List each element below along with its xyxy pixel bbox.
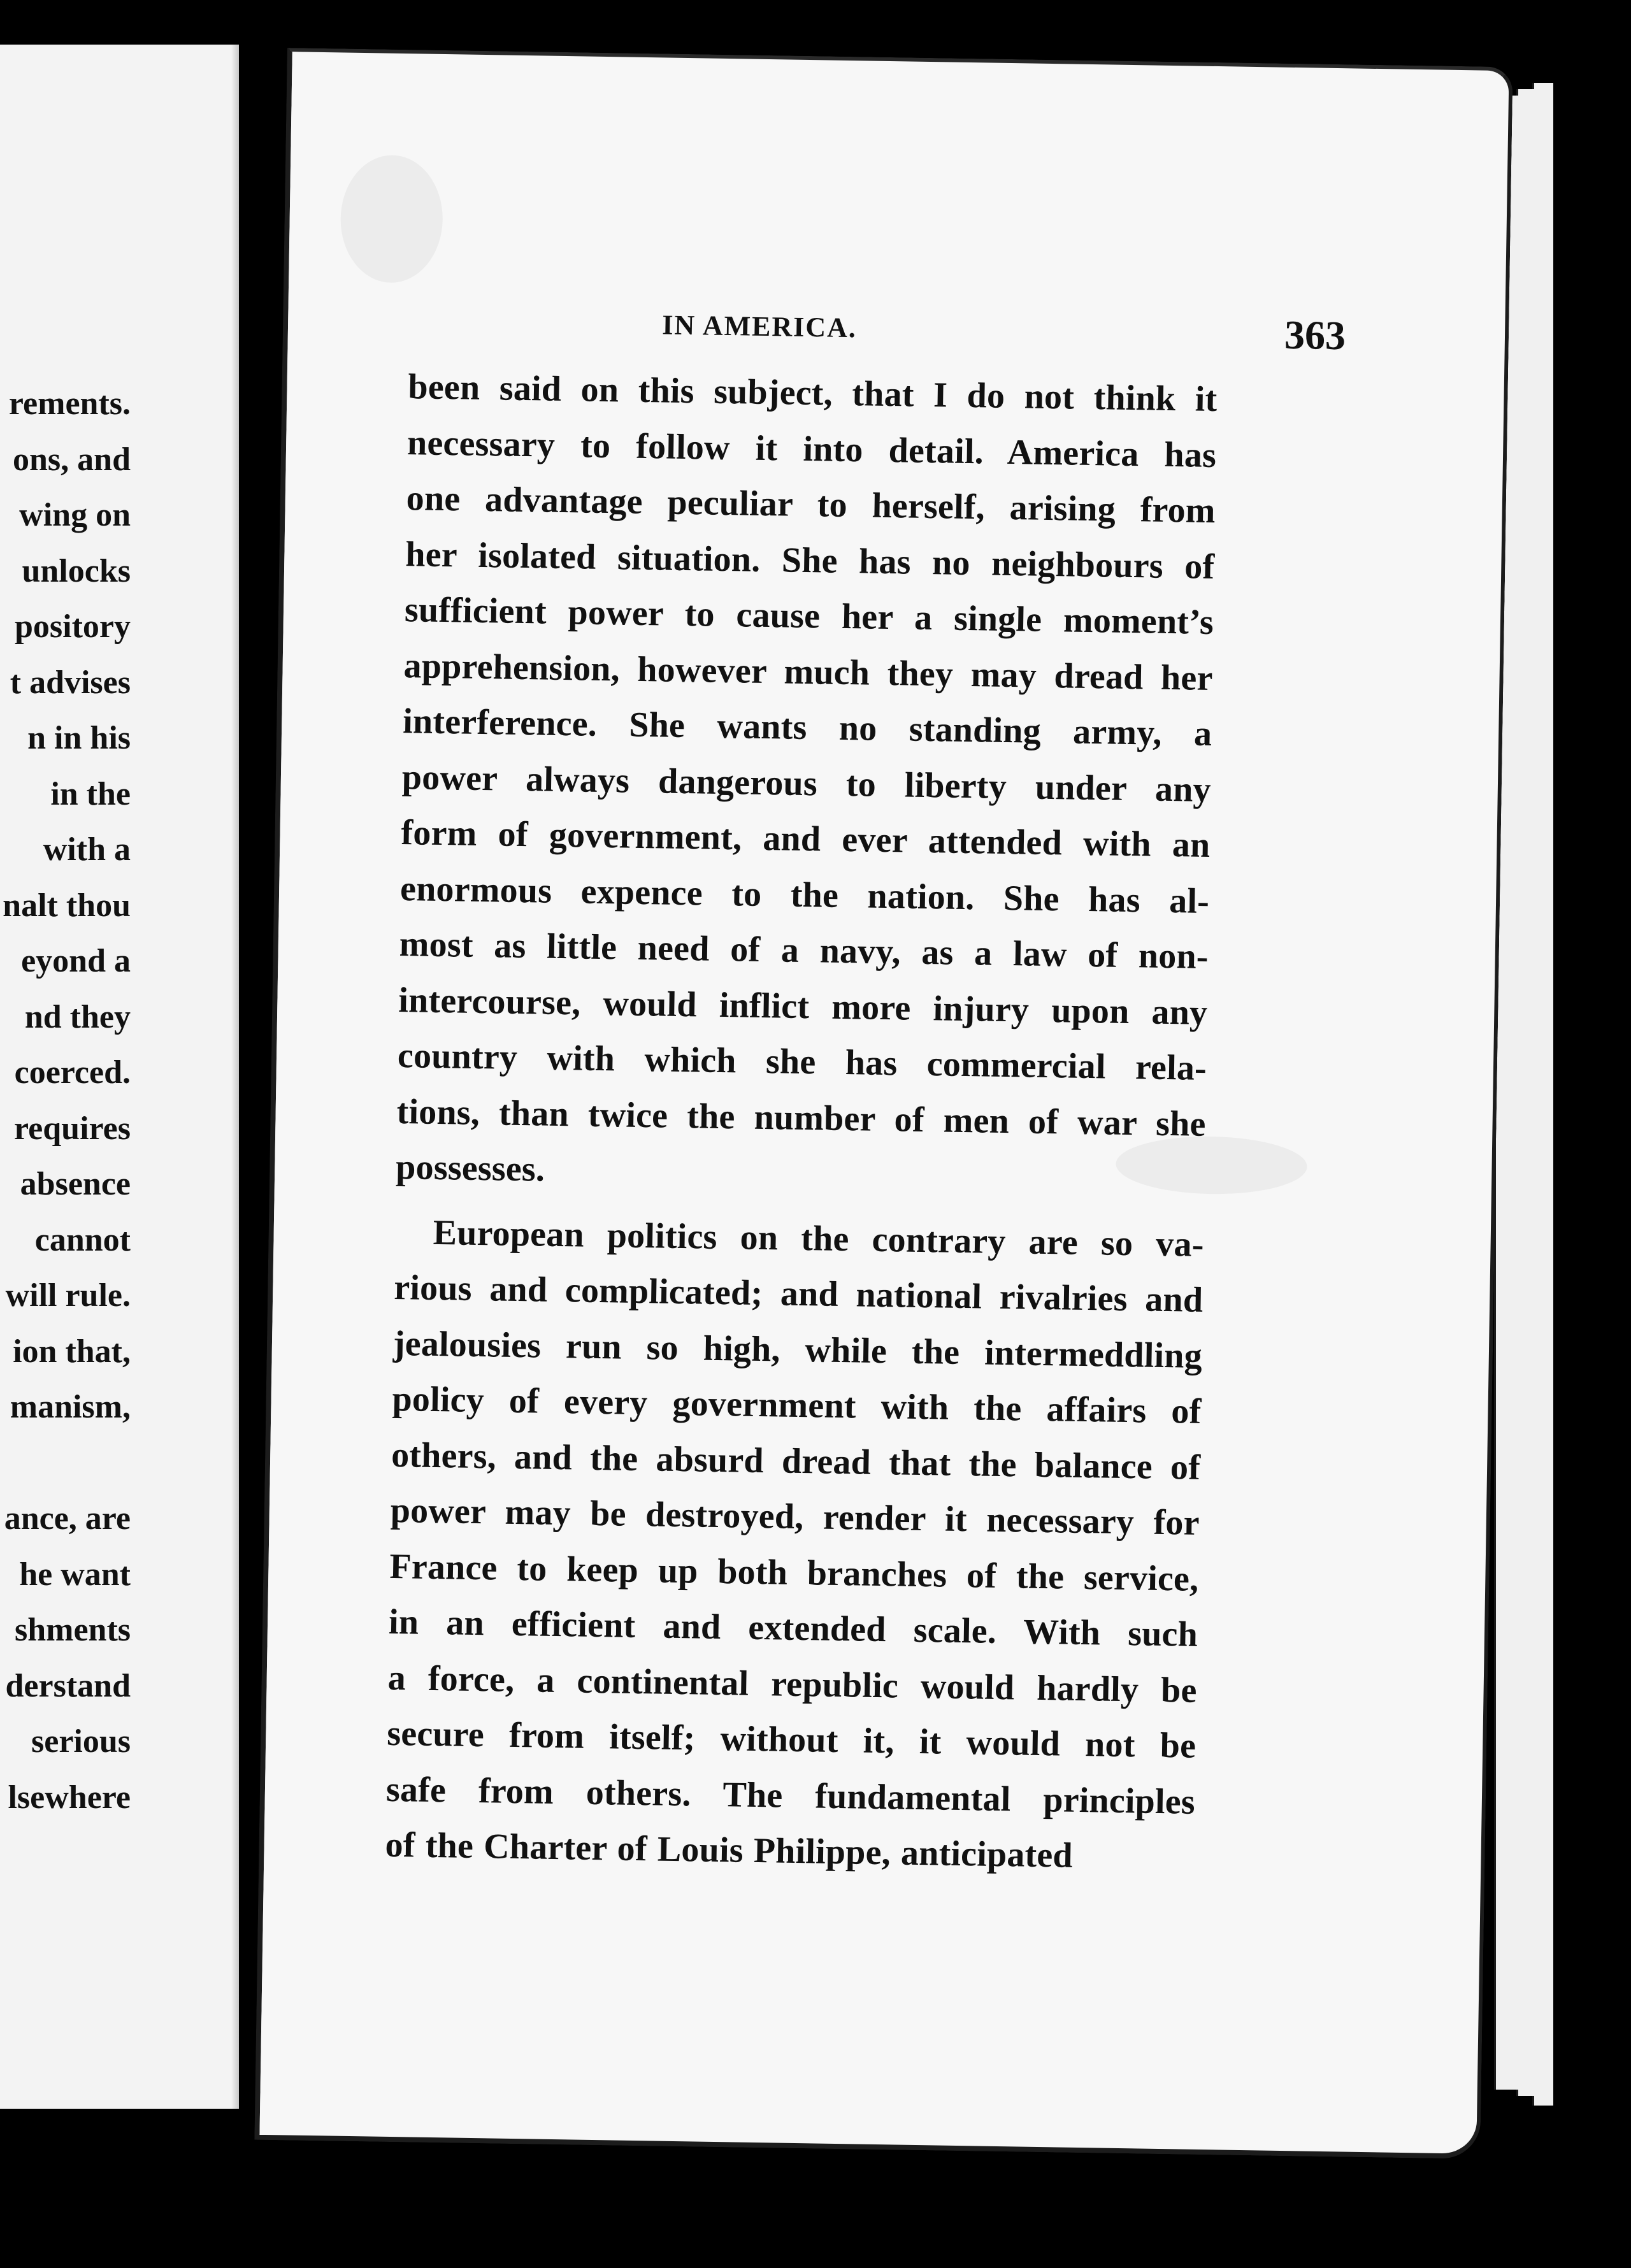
left-page-line: wing on	[19, 497, 131, 533]
left-page-line: lsewhere	[8, 1779, 131, 1816]
text-line: interference. She wants no standing army, a	[402, 701, 1212, 754]
text-line: intercourse, would inflict more injury upon any	[398, 980, 1208, 1033]
text-line: her isolated situation. She has no neighbours of	[405, 534, 1215, 587]
left-page-line: manism,	[10, 1389, 131, 1425]
text-line: safe from others. The fundamental principles	[385, 1769, 1196, 1822]
left-page-line: derstand	[5, 1667, 131, 1704]
left-page-line: absence	[20, 1166, 131, 1202]
text-line: most as little need of a navy, as a law of non-	[399, 924, 1209, 977]
running-title: IN AMERICA.	[661, 309, 858, 344]
text-line: country with which she has commercial rela-	[397, 1036, 1207, 1088]
text-line: one advantage peculiar to herself, arising from	[406, 478, 1216, 531]
text-line: power always dangerous to liberty under any	[401, 757, 1212, 810]
running-head	[409, 296, 1346, 361]
left-page-line: with a	[43, 831, 131, 868]
text-line: jealousies run so high, while the intermeddling	[392, 1323, 1203, 1376]
text-line: in an efficient and extended scale. With such	[388, 1602, 1198, 1654]
left-page-line: unlocks	[22, 552, 131, 589]
left-page-line: nalt thou	[3, 887, 131, 924]
left-page-line: cannot	[34, 1221, 131, 1258]
text-line: France to keep up both branches of the service,	[389, 1546, 1199, 1599]
text-line: policy of every government with the affairs of	[392, 1379, 1202, 1432]
left-page-line: serious	[31, 1723, 131, 1760]
left-page-line: n in his	[27, 720, 131, 756]
left-page-line: in the	[50, 775, 131, 812]
text-line: secure from itself; without it, it would not be	[386, 1713, 1196, 1766]
text-line: enormous expence to the nation. She has al-	[399, 868, 1210, 921]
text-line: possesses.	[395, 1147, 545, 1189]
left-page-text	[0, 376, 131, 1825]
text-line: sufficient power to cause her a single moment’s	[404, 590, 1214, 643]
text-line: of the Charter of Louis Philippe, anticipated	[385, 1825, 1074, 1876]
left-page	[0, 45, 239, 2109]
text-line: tions, than twice the number of men of war she	[396, 1091, 1207, 1144]
text-line: a force, a continental republic would hardly be	[387, 1658, 1198, 1711]
left-page-line: ion that,	[13, 1333, 131, 1370]
paragraph-1	[396, 359, 1218, 1208]
text-line: power may be destroyed, render it necessary for	[390, 1490, 1200, 1543]
left-page-line: rements.	[8, 385, 131, 422]
left-page-line: ance, are	[4, 1500, 131, 1537]
page-number: 363	[1284, 312, 1346, 359]
left-page-line: pository	[15, 608, 131, 645]
left-page-line: he want	[19, 1556, 131, 1593]
left-page-line	[0, 1435, 131, 1491]
text-line: apprehension, however much they may dread her	[403, 645, 1214, 698]
left-page-line: coerced.	[14, 1054, 131, 1091]
left-page-line: nd they	[24, 998, 131, 1035]
text-line: rious and complicated; and national rivalries and	[393, 1267, 1203, 1320]
right-page	[254, 48, 1512, 2159]
paragraph-2	[385, 1204, 1204, 1886]
left-page-line: will rule.	[5, 1277, 131, 1314]
text-line: form of government, and ever attended with an	[401, 813, 1211, 865]
left-page-line: ons, and	[13, 441, 131, 478]
page-body-text	[385, 359, 1218, 1886]
text-line: others, and the absurd dread that the balance of	[391, 1435, 1201, 1488]
text-line: been said on this subject, that I do not think it	[408, 367, 1218, 420]
text-line: necessary to follow it into detail. America has	[406, 422, 1217, 475]
paper-smudge	[340, 154, 443, 283]
left-page-line: t advises	[10, 664, 131, 701]
left-page-fold-shadow	[231, 45, 239, 2109]
text-line: European politics on the contrary are so va-	[433, 1212, 1205, 1265]
left-page-line: eyond a	[21, 943, 131, 979]
left-page-line: requires	[14, 1110, 131, 1147]
left-page-line: shments	[14, 1612, 131, 1648]
